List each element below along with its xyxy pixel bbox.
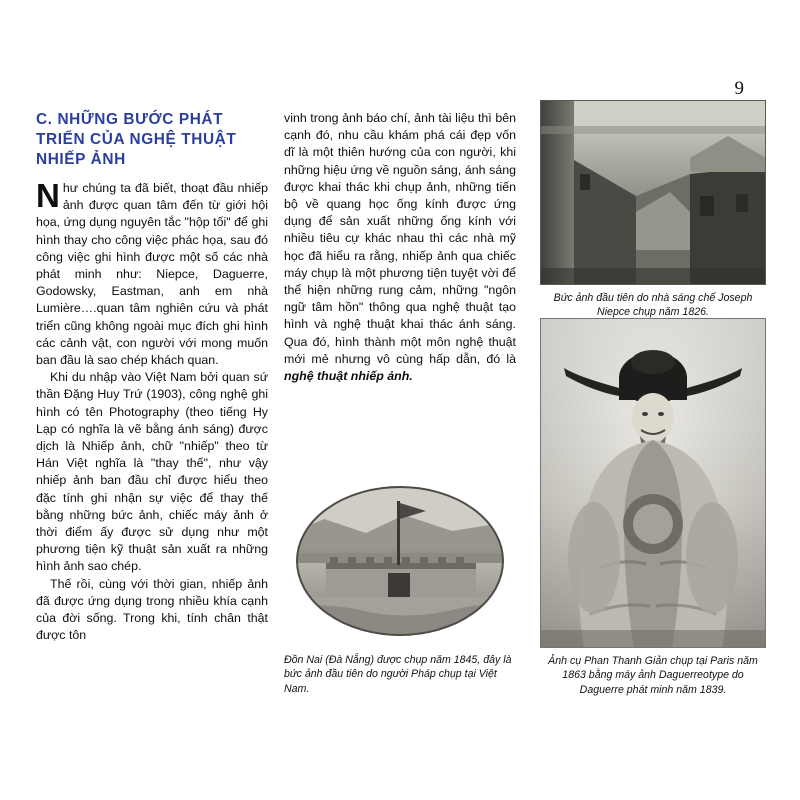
drop-cap: N (36, 177, 60, 214)
paragraph-4-text: vinh trong ảnh báo chí, ảnh tài liệu thì bên cạnh đó, nhu cầu khám phá cái đẹp vốn dĩ là một thiên hướng của con người, khi những hiệu ứng về nguồn sáng, ánh sáng được khai thác khi chụp ảnh, những tiến bộ về quang học ống kính được ứng dụng để sản xuất những ống kính với nhiều tiêu cự khác nhau thì các nhà mỹ học đã hiểu ra rằng, nhiếp ảnh qua chiếc máy chụp là một phương tiện tuyệt vời để thể hiện những rung cảm, những "ngôn ngữ tâm hồn" thông qua nghệ thuật tạo hình và nghệ thuật khai thác ánh sáng. Qua đó, hình thành một môn nghệ thuật mới mẻ nhưng vô cùng hấp dẫn, đó là (284, 111, 516, 366)
paragraph-1 (36, 177, 268, 369)
section-heading: C. NHỮNG BƯỚC PHÁT TRIỂN CỦA NGHỆ THUẬT NHIẾP ẢNH (36, 111, 237, 168)
text-column-right (284, 110, 516, 385)
photo-mandarin-portrait (540, 318, 766, 648)
page-number: 9 (734, 78, 744, 99)
paragraph-4-emphasis: nghệ thuật nhiếp ảnh. (284, 369, 413, 384)
paragraph-4 (284, 110, 516, 385)
figure-don-nai-da-nang (284, 475, 516, 696)
paragraph-1-text: hư chúng ta đã biết, thoạt đầu nhiếp ảnh được quan tâm đến từ giới hội họa, ứng dụng nguyên tắc "hộp tối" để ghi hình thay cho công việc phác họa, sau đó công việc ghi hình được một số các nhà phát minh như: Niepce, Daguerre, Godowsky, Eastman, anh em nhà Lumière….quan tâm nghiên cứu và phát triển cũng không ngoài mục đích ghi hình các cảnh vật, con người với mong muốn ban đầu là sao chép khách quan. (36, 181, 268, 368)
photo-niepce-view-from-window (540, 100, 766, 285)
figure-first-photograph-niepce (540, 100, 766, 320)
photo-oval-fort-da-nang (284, 475, 516, 647)
photo-mandarin-graphic (540, 318, 766, 648)
figure-caption-don-nai: Đồn Nai (Đà Nẵng) được chụp năm 1845, đây là bức ảnh đầu tiên do người Pháp chụp tại Việt Nam. (284, 654, 512, 695)
text-column-left (36, 110, 268, 644)
paragraph-3: Thế rồi, cùng với thời gian, nhiếp ảnh đã được ứng dụng trong nhiều khía cạnh của đời sống. Trong khi, tính chân thật được tôn (36, 576, 268, 643)
paragraph-2: Khi du nhập vào Việt Nam bởi quan sứ thần Đặng Huy Trứ (1903), công nghệ ghi hình có tên Photography (theo tiếng Hy Lạp có nghĩa là vẽ bằng ánh sáng) được dịch là Nhiếp ảnh, chữ "nhiếp" theo từ Hán Việt nghĩa là "thay thế", như vậy nhiếp ảnh ban đầu chỉ được hiểu theo đặc tính ghi nhận sự việc để thay thế bằng những bức ảnh, chiếc máy ảnh ở thời điểm ấy được sử dụng như một phương tiện kỹ thuật sản xuất ra những hình ảnh sao chép. (36, 370, 268, 574)
figure-phan-thanh-gian (540, 318, 766, 697)
figure-caption-niepce: Bức ảnh đầu tiên do nhà sáng chế Joseph Niepce chụp năm 1826. (553, 292, 753, 319)
photo-niepce-graphic (540, 100, 766, 285)
figure-caption-phan-thanh-gian: Ảnh cụ Phan Thanh Giản chụp tại Paris năm 1863 bằng máy ảnh Daguerreotype do Daguerre phát minh năm 1839. (548, 655, 758, 696)
photo-oval-fort-graphic (284, 475, 516, 647)
